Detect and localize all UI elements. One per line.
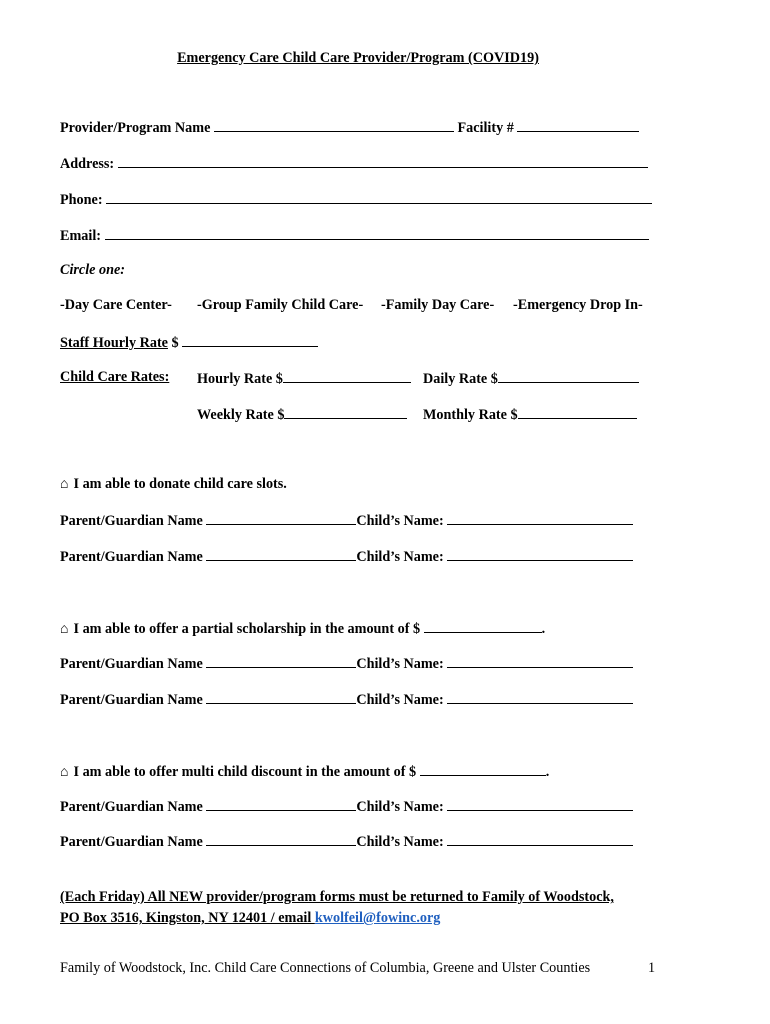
daily-rate-label: Daily Rate $ [423, 371, 498, 387]
child-name-field[interactable] [447, 690, 633, 704]
address-label: Address: [60, 156, 115, 172]
circle-one-label: Circle one: [60, 262, 126, 278]
period: . [541, 621, 546, 637]
parent-guardian-field[interactable] [206, 511, 356, 525]
address-row [60, 154, 648, 173]
donate-slots-statement: I am able to donate child care slots. [73, 476, 287, 492]
notice-line-2 [60, 910, 440, 927]
child-name-label: Child’s Name: [356, 834, 444, 850]
parent-guardian-field[interactable] [206, 547, 356, 561]
parent-guardian-field[interactable] [206, 797, 356, 811]
child-name-label: Child’s Name: [356, 513, 444, 529]
checkbox-icon[interactable]: ⌂ [60, 764, 69, 780]
parent-guardian-label: Parent/Guardian Name [60, 692, 203, 708]
daily-rate-row [423, 369, 639, 388]
parent-guardian-field[interactable] [206, 690, 356, 704]
section1-row-2 [60, 547, 633, 566]
section2-row-1 [60, 654, 633, 673]
option-day-care-center[interactable]: -Day Care Center- [60, 297, 172, 313]
notice-address: PO Box 3516, Kingston, NY 12401 / email [60, 910, 315, 926]
monthly-rate-field[interactable] [518, 405, 637, 419]
facility-number-field[interactable] [517, 118, 639, 132]
phone-row [60, 190, 652, 209]
donate-slots-option[interactable] [60, 476, 287, 493]
hourly-rate-field[interactable] [283, 369, 411, 383]
section2-row-2 [60, 690, 633, 709]
parent-guardian-label: Parent/Guardian Name [60, 799, 203, 815]
child-care-rates-label: Child Care Rates: [60, 369, 170, 385]
email-link[interactable]: kwolfeil@fowinc.org [314, 910, 441, 926]
child-name-field[interactable] [447, 547, 633, 561]
multi-child-discount-option[interactable] [60, 762, 549, 781]
monthly-rate-row [423, 405, 637, 424]
provider-row [60, 118, 639, 137]
daily-rate-field[interactable] [498, 369, 639, 383]
parent-guardian-label: Parent/Guardian Name [60, 656, 203, 672]
staff-rate-field[interactable] [182, 333, 318, 347]
page-title: Emergency Care Child Care Provider/Program (COVID19) [177, 50, 539, 66]
hourly-rate-label: Hourly Rate $ [197, 371, 283, 387]
provider-name-label: Provider/Program Name [60, 120, 211, 136]
parent-guardian-label: Parent/Guardian Name [60, 834, 203, 850]
weekly-rate-label: Weekly Rate $ [197, 407, 285, 423]
partial-scholarship-option[interactable] [60, 619, 545, 638]
checkbox-icon[interactable]: ⌂ [60, 476, 69, 492]
checkbox-icon[interactable]: ⌂ [60, 621, 69, 637]
email-label: Email: [60, 228, 101, 244]
parent-guardian-label: Parent/Guardian Name [60, 549, 203, 565]
period: . [545, 764, 550, 780]
child-name-label: Child’s Name: [356, 656, 444, 672]
option-family-day-care[interactable]: -Family Day Care- [381, 297, 495, 313]
page-number: 1 [648, 960, 656, 976]
child-name-label: Child’s Name: [356, 799, 444, 815]
phone-label: Phone: [60, 192, 103, 208]
option-emergency-drop-in[interactable]: -Emergency Drop In- [513, 297, 643, 313]
child-name-field[interactable] [447, 832, 633, 846]
footer-text: Family of Woodstock, Inc. Child Care Connections of Columbia, Greene and Ulster Counties [60, 960, 591, 976]
staff-rate-row [60, 333, 318, 352]
provider-name-field[interactable] [214, 118, 454, 132]
hourly-rate-row [197, 369, 411, 388]
section3-row-1 [60, 797, 633, 816]
phone-field[interactable] [106, 190, 652, 204]
notice-line-1: (Each Friday) All NEW provider/program forms must be returned to Family of Woodstock, [60, 889, 614, 905]
staff-rate-label: Staff Hourly Rate [60, 335, 168, 351]
scholarship-amount-field[interactable] [424, 619, 542, 633]
multi-child-discount-statement: I am able to offer multi child discount in the amount of $ [73, 764, 417, 780]
weekly-rate-row [197, 405, 407, 424]
email-row [60, 226, 649, 245]
option-group-family-child-care[interactable]: -Group Family Child Care- [197, 297, 364, 313]
child-name-field[interactable] [447, 654, 633, 668]
child-name-label: Child’s Name: [356, 692, 444, 708]
parent-guardian-field[interactable] [206, 654, 356, 668]
child-name-field[interactable] [447, 511, 633, 525]
email-field[interactable] [105, 226, 649, 240]
section3-row-2 [60, 832, 633, 851]
parent-guardian-field[interactable] [206, 832, 356, 846]
staff-rate-dollar: $ [171, 335, 179, 351]
child-name-field[interactable] [447, 797, 633, 811]
discount-amount-field[interactable] [420, 762, 546, 776]
monthly-rate-label: Monthly Rate $ [423, 407, 518, 423]
weekly-rate-field[interactable] [284, 405, 407, 419]
partial-scholarship-statement: I am able to offer a partial scholarship in the amount of $ [73, 621, 421, 637]
child-name-label: Child’s Name: [356, 549, 444, 565]
section1-row-1 [60, 511, 633, 530]
facility-label: Facility # [457, 120, 514, 136]
address-field[interactable] [118, 154, 648, 168]
parent-guardian-label: Parent/Guardian Name [60, 513, 203, 529]
